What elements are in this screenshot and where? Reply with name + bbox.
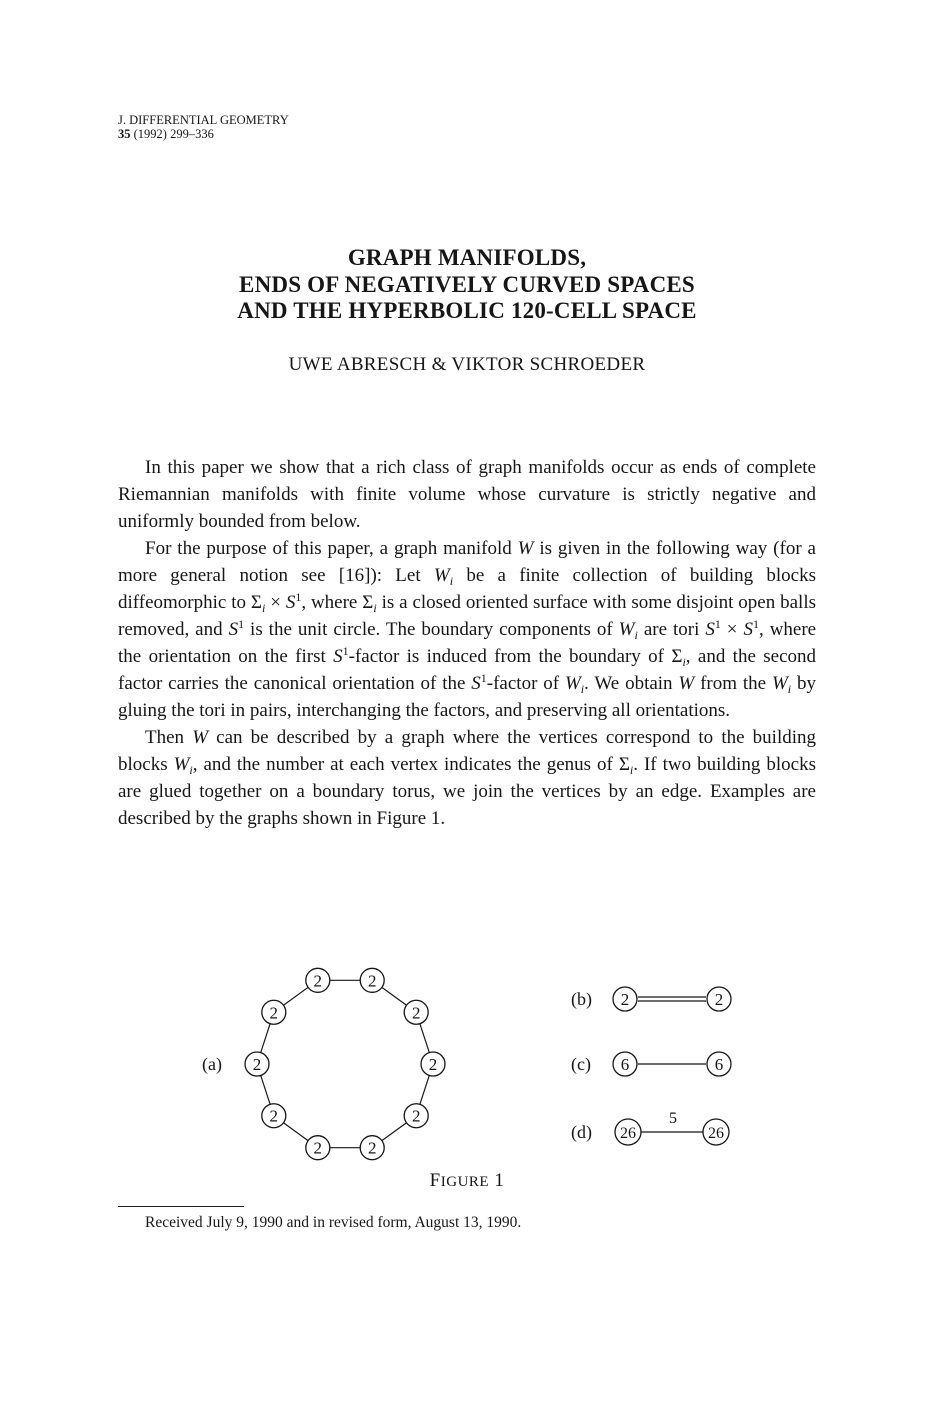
math-symbol: 1 [480,671,487,685]
title-line-3: AND THE HYPERBOLIC 120-CELL SPACE [237,298,697,323]
text-run: is a closed oriented surface with some disjoint open balls removed, and [118,592,817,640]
text-run: is the unit circle. The boundary components of [250,619,613,640]
math-symbol: 1 [238,617,245,631]
graph-a-vertex-label: 2 [313,971,323,991]
math-symbol: 1 [752,617,759,631]
graph-a-label: (a) [202,1054,222,1074]
paragraph-2 [118,535,816,724]
paragraph-3 [118,724,816,832]
math-symbol: i [629,763,634,777]
graph-a-vertex-label: 2 [411,1106,421,1126]
text-run: , where the orientation on the first [118,619,817,667]
caption-first-letter: F [429,1170,441,1191]
math-symbol: i [787,682,792,696]
graph-a-vertex-label: 2 [269,1003,279,1023]
math-symbol: W [173,754,190,775]
caption-number: 1 [494,1170,505,1191]
graph-c-right-label: 6 [714,1055,724,1074]
text-run: For the purpose of this paper, a graph manifold [145,538,512,559]
graph-a-vertex-label: 2 [428,1055,438,1074]
graph-d-edge-label: 5 [669,1110,677,1127]
graph-b-right-label: 2 [714,990,724,1009]
text-run: , and the second factor carries the canonical orientation of the [118,646,817,694]
math-symbol: i [189,763,193,777]
graph-a-vertex-label: 2 [411,1003,421,1023]
math-symbol: i [449,574,454,588]
graph-b [571,987,731,1011]
math-symbol: i [682,655,686,669]
graph-a-vertex-label: 2 [367,1138,377,1158]
graph-b-label: (b) [571,989,592,1009]
math-symbol: 1 [342,644,349,658]
math-symbol: × [726,619,738,640]
text-run: can be described by a graph where the vertices correspond to the building blocks [118,727,817,775]
graph-d [571,1110,729,1145]
math-symbol: W [564,673,581,694]
math-symbol: W [192,727,209,748]
math-symbol: S [471,673,481,694]
math-symbol: S [285,592,296,613]
graph-c-left-label: 6 [620,1055,630,1074]
math-symbol: Σ [362,592,374,613]
text-run: by gluing the tori in pairs, interchanging the factors, and preserving all orientations. [118,673,816,721]
journal-volume: 35 [118,127,131,141]
math-symbol: W [618,619,635,640]
title-line-2: ENDS OF NEGATIVELY CURVED SPACES [239,271,695,297]
journal-issue [118,127,289,141]
text-run: , and the number at each vertex indicates the genus of [192,754,613,775]
title-line-1: GRAPH MANIFOLDS, [347,245,587,270]
math-symbol: 1 [295,590,302,604]
footnote: Received July 9, 1990 and in revised form, August 13, 1990. [145,1214,522,1231]
graph-c [571,1052,731,1076]
paper-title [0,245,934,325]
graph-b-left-label: 2 [620,990,630,1009]
text-run: be a finite collection of building blocks diffeomorphic to [118,565,817,613]
math-symbol: S [228,619,239,640]
authors: UWE ABRESCH & VIKTOR SCHROEDER [288,354,646,375]
graph-d-left-label: 26 [620,1125,636,1142]
text-run: . We obtain [584,673,673,694]
math-symbol: i [580,682,585,696]
math-symbol: 1 [714,617,721,631]
math-symbol: i [261,601,266,615]
footnote-rule [118,1206,244,1207]
text-run: is given in the following way (for a more general notion see [16]): Let [118,538,816,586]
math-symbol: × [270,592,281,613]
math-symbol: S [705,619,715,640]
journal-header [118,113,289,141]
graph-a-vertex-label: 2 [252,1055,262,1074]
graph-a [202,968,445,1159]
math-symbol: W [433,565,450,586]
text-run: , where [301,592,358,613]
math-symbol: Σ [671,646,683,667]
graph-d-right-label: 26 [708,1125,724,1142]
graph-a-vertex-label: 2 [313,1138,323,1158]
graph-a-vertex-label: 2 [367,971,377,991]
text-run: -factor of [486,673,560,694]
math-symbol: i [634,628,638,642]
caption-smallcaps: IGURE [440,1174,490,1190]
text-run: . If two building blocks are glued together on a boundary torus, we join the vertices by an edge. Examples are described by the graphs shown in Figure 1. [118,754,817,829]
text-run: -factor is induced from the boundary of [348,646,664,667]
text-run: from the [700,673,767,694]
figure-1 [0,960,944,1170]
math-symbol: W [517,538,534,559]
journal-year-pages: (1992) 299–336 [133,127,214,141]
math-symbol: i [373,601,377,615]
math-symbol: S [333,646,343,667]
text-run: are tori [643,619,700,640]
journal-name: J. DIFFERENTIAL GEOMETRY [118,113,289,127]
text-run: Then [145,727,185,748]
math-symbol: Σ [250,592,262,613]
body-text [118,454,816,832]
figure-caption [0,1170,934,1192]
paragraph-1: In this paper we show that a rich class of graph manifolds occur as ends of complete Riemannian manifolds with finite volume whose curvature is strictly negative and uniformly bounded from below. [118,457,816,532]
math-symbol: S [743,619,753,640]
math-symbol: Σ [618,754,630,775]
graph-a-vertex-label: 2 [269,1106,279,1126]
graph-d-label: (d) [571,1122,592,1142]
math-symbol: W [771,673,788,694]
graph-c-label: (c) [571,1054,591,1074]
math-symbol: W [678,673,695,694]
